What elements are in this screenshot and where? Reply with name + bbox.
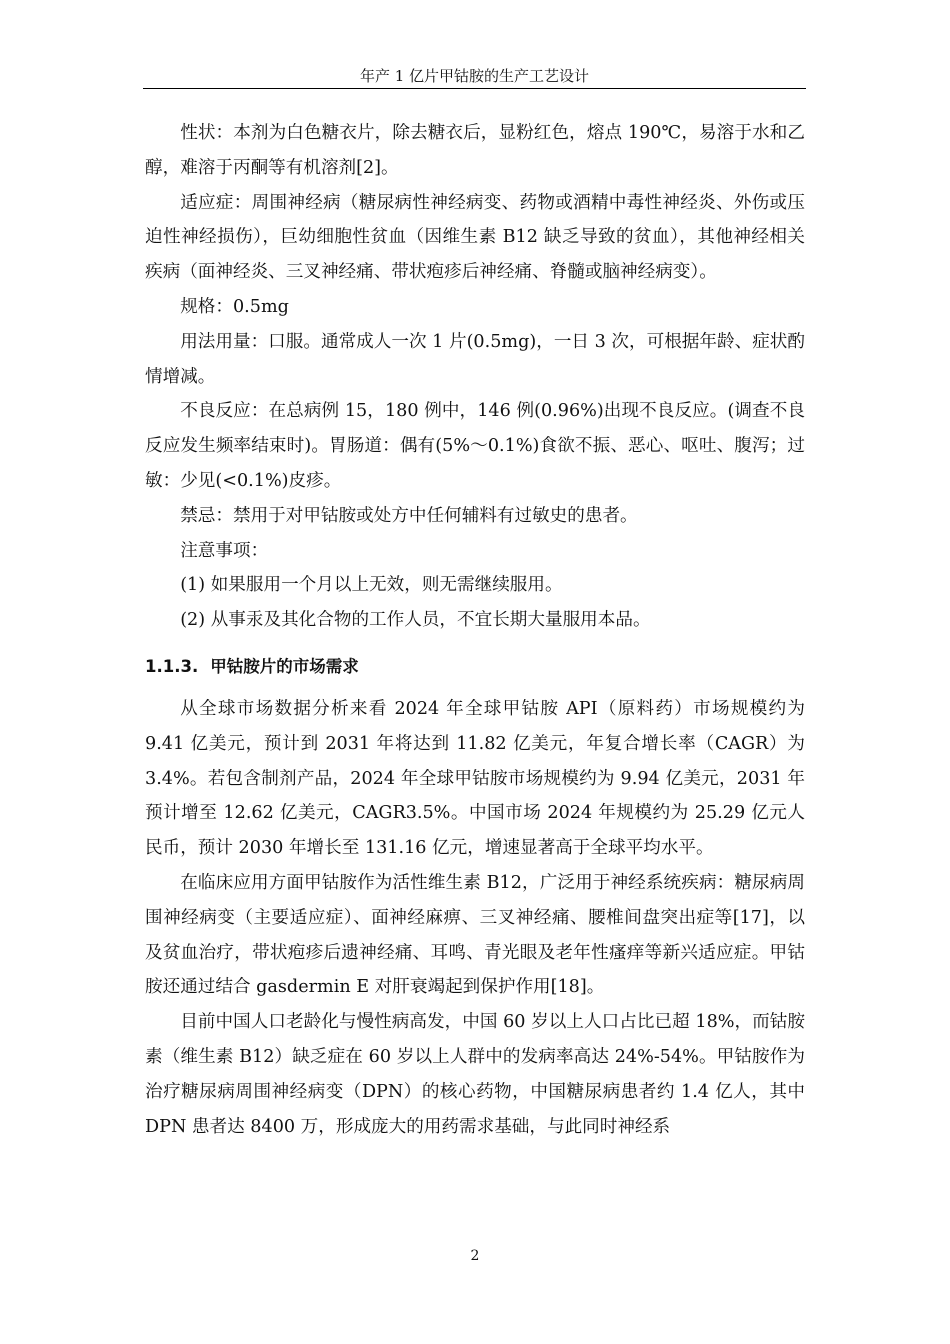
- running-header: 年产 1 亿片甲钴胺的生产工艺设计: [143, 66, 806, 89]
- paragraph-market-data: 从全球市场数据分析来看 2024 年全球甲钴胺 API（原料药）市场规模约为 9.41 亿美元，预计到 2031 年将达到 11.82 亿美元，年复合增长率（CAGR）为 3.4%。若包含制剂产品，2024 年全球甲钴胺市场规模约为 9.94 亿美元，2031 年预计增至 12.62 亿美元，CAGR3.5%。中国市场 2024 年规模约为 25.29 亿元人民币，预计 2030 年增长至 131.16 亿元，增速显著高于全球平均水平。: [145, 698, 805, 859]
- paragraph-demographics: 目前中国人口老龄化与慢性病高发，中国 60 岁以上人口占比已超 18%，而钴胺素（维生素 B12）缺乏症在 60 岁以上人群中的发病率高达 24%-54%。甲钴胺作为治疗糖尿病周围神经病变（DPN）的核心药物，中国糖尿病患者约 1.4 亿人，其中 DPN 患者达 8400 万，形成庞大的用药需求基础，与此同时神经系: [145, 1012, 805, 1137]
- paragraph-indications: 适应症：周围神经病（糖尿病性神经病变、药物或酒精中毒性神经炎、外伤或压迫性神经损伤），巨幼细胞性贫血（因维生素 B12 缺乏导致的贫血），其他神经相关疾病（面神经炎、三叉神经痛、带状疱疹后神经痛、脊髓或脑神经病变）。: [145, 192, 805, 283]
- section-heading: [145, 650, 805, 684]
- body-content: [145, 116, 805, 1144]
- paragraph-precautions-title: 注意事项：: [180, 540, 269, 561]
- paragraph-specification: 规格：0.5mg: [180, 296, 289, 317]
- section-title: 甲钴胺片的市场需求: [210, 656, 359, 676]
- paragraph-contraindications: 禁忌：禁用于对甲钴胺或处方中任何辅料有过敏史的患者。: [180, 505, 638, 526]
- paragraph-precaution-1: (1) 如果服用一个月以上无效，则无需继续服用。: [180, 575, 563, 596]
- paragraph-precaution-2: (2) 从事汞及其化合物的工作人员，不宜长期大量服用本品。: [180, 610, 651, 631]
- paragraph-dosage: 用法用量：口服。通常成人一次 1 片(0.5mg)，一日 3 次，可根据年龄、症状酌情增减。: [145, 331, 805, 387]
- page-number: 2: [470, 1248, 480, 1264]
- paragraph-clinical-use: 在临床应用方面甲钴胺作为活性维生素 B12，广泛用于神经系统疾病：糖尿病周围神经病变（主要适应症）、面神经麻痹、三叉神经痛、腰椎间盘突出症等[17]，以及贫血治疗，带状疱疹后遗神经痛、耳鸣、青光眼及老年性瘙痒等新兴适应症。甲钴胺还通过结合 gasdermin E 对肝衰竭起到保护作用[18]。: [145, 872, 805, 998]
- paragraph-appearance: 性状：本剂为白色糖衣片，除去糖衣后，显粉红色，熔点 190℃，易溶于水和乙醇，难溶于丙酮等有机溶剂[2]。: [145, 123, 805, 178]
- paragraph-adverse-reactions: 不良反应：在总病例 15，180 例中，146 例(0.96%)出现不良反应。(调查不良反应发生频率结束时)。胃肠道：偶有(5%～0.1%)食欲不振、恶心、呕吐、腹泻；过敏：少见(<0.1%)皮疹。: [145, 401, 805, 491]
- section-number: 1.1.3.: [145, 656, 199, 676]
